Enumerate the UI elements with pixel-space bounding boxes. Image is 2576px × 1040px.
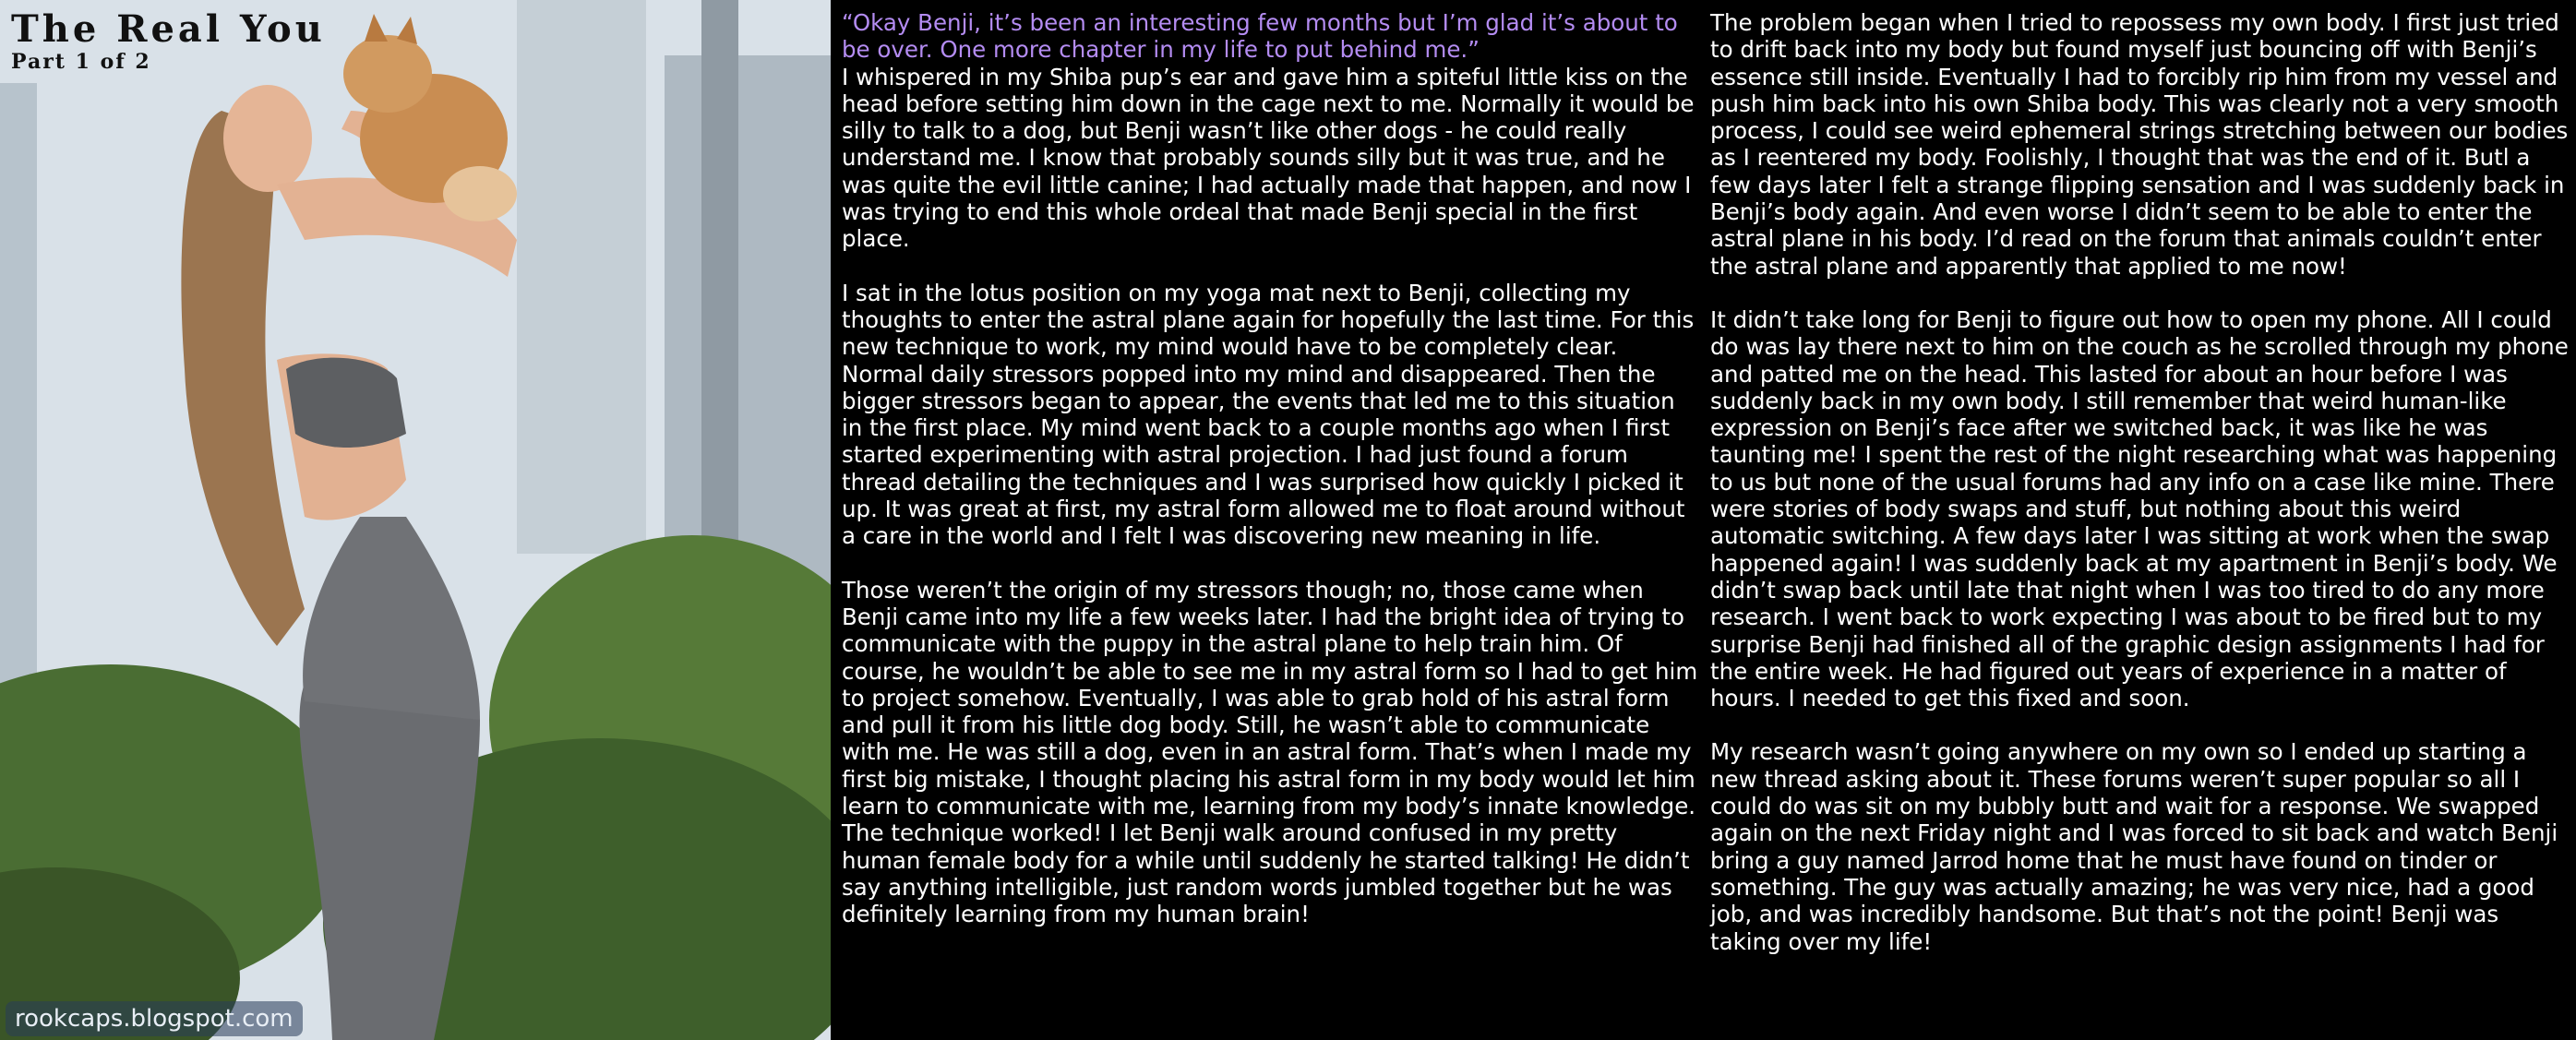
caption-paragraph: I whispered in my Shiba pup’s ear and gave him a spiteful little kiss on the head before setting him down in the cage next to me. Normally it would be silly to talk to a dog, but Benji wasn’t like other dogs - he could really understand me. I know that probably sounds silly but it was true, and he was quite the evil little canine; I had actually made that happen, and now I was trying to end this whole ordeal that made Benji special in the first place. [842,63,1695,253]
caption-paragraph: It didn’t take long for Benji to figure out how to open my phone. All I could do was lay there next to him on the couch as he scrolled through my phone and patted me on the head. This lasted for about an hour before I was suddenly back in my own body. I still remember that weird human-like expression on Benji’s face after we switched back, it was like he was taunting me! I spent the rest of the night researching what was happening to us but none of the usual forums had any info on a case like mine. There were stories of body swaps and stuff, but nothing about this weird automatic switching. A few days later I was sitting at work when the swap happened again! I was suddenly back at my apartment in Benji’s body. We didn’t swap back until late that night when I was too tired to do any more research. I went back to work expecting I was about to be fired but to my surprise Benji had finished all of the graphic design assignments I had for the entire week. He had figured out years of experience in a matter of hours. I needed to get this fixed and soon. [1710,305,2569,712]
caption-title: The Real You [11,7,326,51]
caption-subtitle: Part 1 of 2 [11,50,151,74]
watermark-link[interactable]: rookcaps.blogspot.com [6,1001,303,1036]
text-column-2 [1710,9,2569,982]
dialogue-quote: “Okay Benji, it’s been an interesting few months but I’m glad it’s about to be over. One more chapter in my life to put behind me.” [842,9,1678,64]
text-column-1 [842,9,1700,955]
photo-illustration [0,0,831,1040]
caption-paragraph: My research wasn’t going anywhere on my own so I ended up starting a new thread asking about it. These forums weren’t super popular so all I could do was sit on my bubbly butt and wait for a response. We swapped again on the next Friday night and I was forced to sit back and watch Benji bring a guy named Jarrod home that he must have found on tinder or something. The guy was actually amazing; he was very nice, had a good job, and was incredibly handsome. But that’s not the point! Benji was taking over my life! [1710,738,2558,955]
caption-photo [0,0,831,1040]
caption-paragraph: Those weren’t the origin of my stressors though; no, those came when Benji came into my life a few weeks later. I had the bright idea of trying to communicate with the puppy in the astral plane to help train him. Of course, he wouldn’t be able to see me in my astral form so I had to get him to project somehow. Eventually, I was able to grab hold of his astral form and pull it from his little dog body. Still, he wasn’t able to communicate with me. He was still a dog, even in an astral form. That’s when I made my first big mistake, I thought placing his astral form in my body would let him learn to communicate with me, learning from my body’s innate knowledge. The technique worked! I let Benji walk around confused in my pretty human female body for a while until suddenly he started talking! He didn’t say anything intelligible, just random words jumbled together but he was definitely learning from my human brain! [842,576,1698,928]
caption-paragraph [842,9,1700,64]
caption-paragraph: I sat in the lotus position on my yoga mat next to Benji, collecting my thoughts to enter the astral plane again for hopefully the last time. For this new technique to work, my mind would have to be completely clear. Normal daily stressors popped into my mind and disappeared. Then the bigger stressors began to appear, the events that led me to this situation in the first place. My mind went back to a couple months ago when I first started experimenting with astral projection. I had just found a forum thread detailing the techniques and I was surprised how quickly I picked it up. It was great at first, my astral form allowed me to float around without a care in the world and I felt I was discovering new meaning in life. [842,279,1695,550]
caption-paragraph: The problem began when I tried to repossess my own body. I first just tried to drift back into my body but found myself just bouncing off with Benji’s essence still inside. Eventually I had to forcibly rip him from my vessel and push him back into his own Shiba body. This was clearly not a very smooth process, I could see weird ephemeral strings stretching between our bodies as I reentered my body. Foolishly, I thought that was the end of it. Butl a few days later I felt a strange flipping sensation and I was suddenly back in Benji’s body again. And even worse I didn’t seem to be able to enter the astral plane in his body. I’d read on the forum that animals couldn’t enter the astral plane and apparently that applied to me now! [1710,9,2569,280]
